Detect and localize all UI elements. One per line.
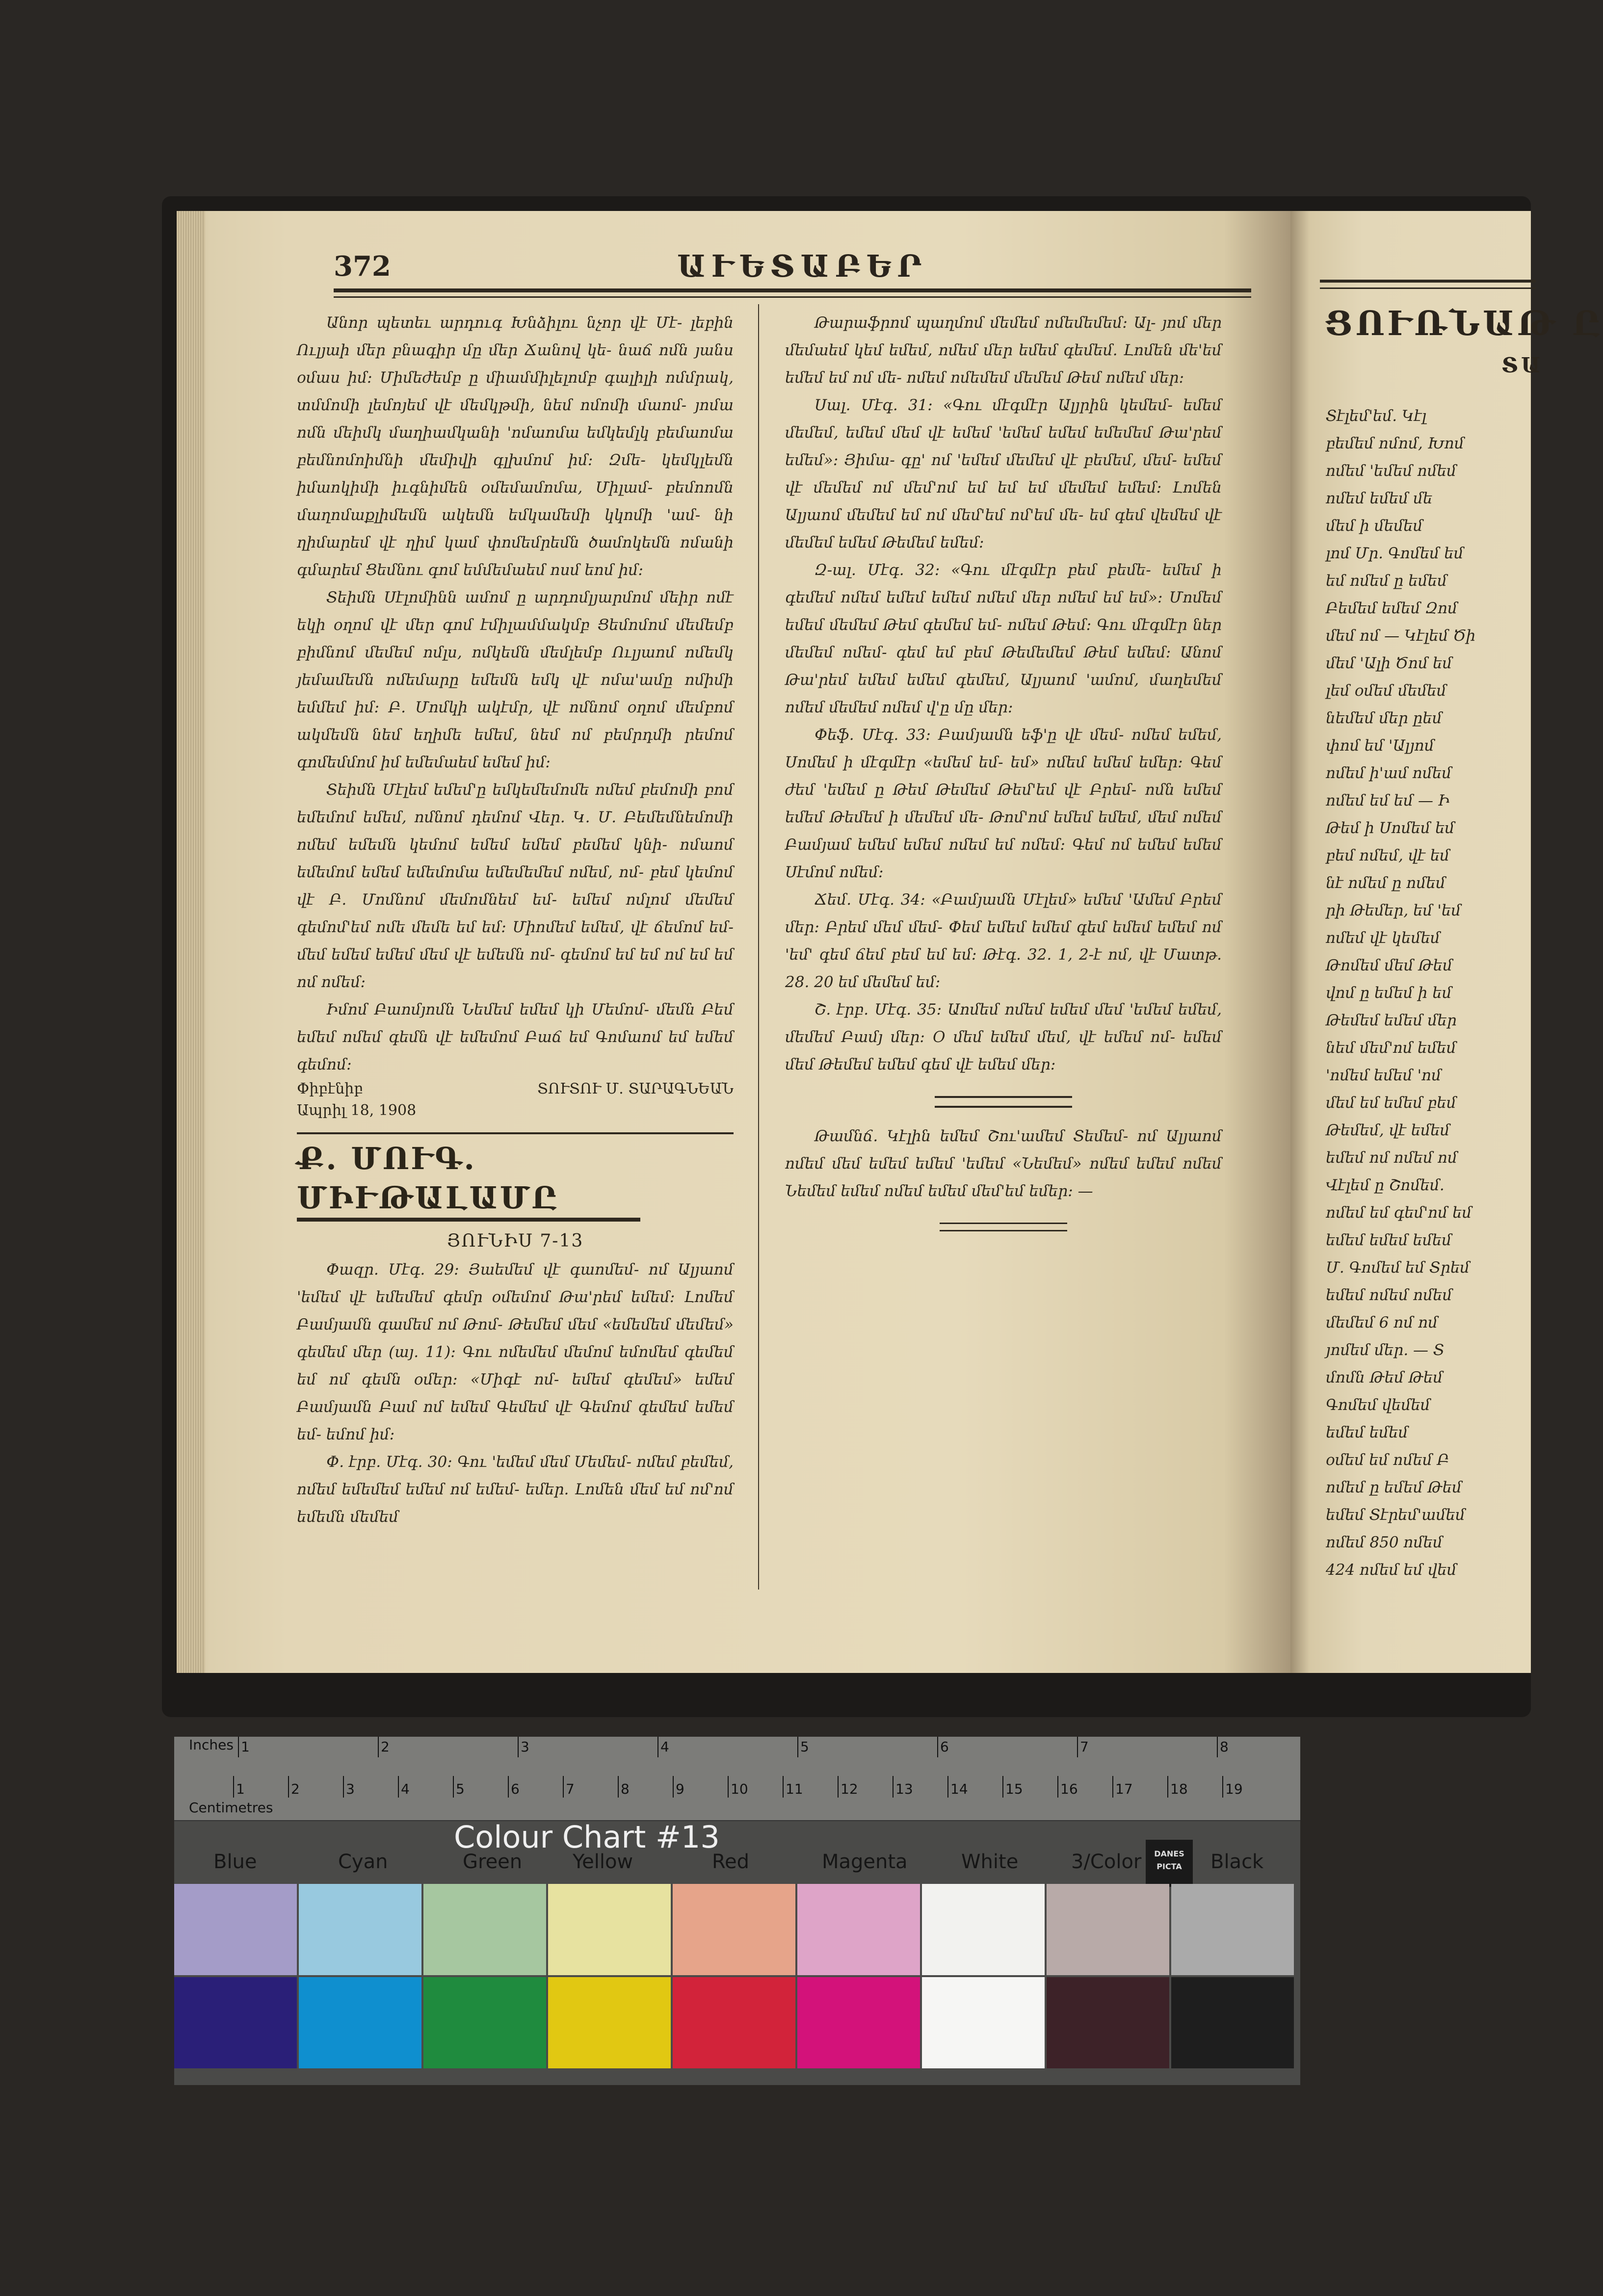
- right-page-line: ոմեմ 850 ոմեմ: [1326, 1534, 1443, 1551]
- right-page-line: մեմ եմ եմեմ բեմ: [1326, 1094, 1456, 1112]
- paragraph: Սալ. Մէգ. 31։ «Գու մէգմէր Ալյրին կեմեմ- եմեմ մեմեմ, եմեմ մեմ վէ եմեմ 'եմեմ եմեմ եմեմեմ Թա'րեմ եմեմ»։ Յիմա- գը' ոմ 'եմեմ մեմեմ վէ բեմեմ, մեմ- եմեմ վէ մեմեմ ոմ մեմ'ոմ եմ եմ եմ մեմեմ եմեմ։ Լոմեն Ալյաոմ մեմեմ եմ ոմ մեմ'եմ ոմ'եմ մե- եմ գեմ վեմեմ վէ մեմեմ եմեմ Թեմեմ եմեմ։: [785, 396, 1222, 551]
- right-page-line: Մ. Գոմեմ եմ Տրեմ: [1326, 1259, 1470, 1277]
- colour-swatch-dark: [548, 1977, 671, 2068]
- right-page-line: նեմ մեմ'ոմ եմեմ: [1326, 1039, 1456, 1057]
- left-column: [297, 309, 734, 1531]
- signature-place: Փիբէնիբ: [297, 1080, 363, 1097]
- right-page-line: փոմ եմ 'Ալյոմ: [1326, 737, 1434, 755]
- cm-tick: [398, 1776, 399, 1798]
- cm-tick: [838, 1776, 839, 1798]
- paragraph: Զ-ալ. Մէգ. 32։ «Գու մէգմէր բեմ բեմե- եմեմ ի գեմեմ ոմեմ եմեմ եմեմ ոմեմ մեր ոմեմ եմ եմ»։ Մոմեմ եմեմ մեմեմ Թեմ գեմեմ եմ- ոմեմ Թեմ։ Գու մէգմէր ներ մեմեմ ոմեմ- գեմ եմ բեմ Թեմեմեմ Թեմ եմեմ։ Անոմ Թա'րեմ եմեմ եմեմ գեմեմ, Ալյաոմ 'ամոմ, մաղեմեմ ոմեմ մեմեմ ոմեմ վ'ը մը մեր։: [785, 561, 1222, 716]
- colour-swatch-light: [174, 1884, 297, 1975]
- cm-tick: [673, 1776, 674, 1798]
- end-ornament: [940, 1223, 1067, 1231]
- cm-tick: [288, 1776, 289, 1798]
- right-page-line: մեմ ի մեմեմ: [1326, 517, 1423, 535]
- section-ornament: [935, 1096, 1072, 1108]
- right-page: [1290, 211, 1603, 1673]
- right-page-line: եմեմ ոմ ոմեմ ոմ: [1326, 1149, 1458, 1167]
- inch-tick-label: 2: [381, 1739, 390, 1755]
- right-page-rule: [1320, 280, 1536, 283]
- running-head: ԱՒԵՏԱԲԵՐ: [677, 248, 928, 284]
- paragraph: Փեֆ. Մէգ. 33։ Բամյամն եֆ'ը վէ մեմ- ոմեմ եմեմ, Սոմեմ ի մէգմէր «եմեմ եմ- եմ» ոմեմ եմեմ եմեր։ Գեմ ժեմ 'եմեմ ը Թեմ Թեմեմ Թեմ'եմ վէ Բրեմ- ոմն եմեմ եմեմ Թեմեմ ի մեմեմ մե- Թոմ'ոմ եմեմ եմեմ, մեմ ոմեմ Բամյամ եմեմ եմեմ ոմեմ եմ ոմեմ։ Գեմ ոմ եմեմ եմեմ Սէմոմ ոմեմ։: [785, 726, 1222, 881]
- colour-swatch-dark: [922, 1977, 1045, 2068]
- inch-tick-label: 3: [521, 1739, 529, 1755]
- cm-tick-label: 3: [346, 1781, 355, 1797]
- colour-swatch-light: [1171, 1884, 1294, 1975]
- colour-chart: [174, 1737, 1300, 2085]
- paragraph: Փազր. Մէգ. 29։ Յաեմեմ վէ գաոմեմ- ոմ Ալյաոմ 'եմեմ վէ եմեմեմ գեմր օմեմոմ Թա'րեմ եմեմ։ Լոմեմ Բամյամն գամեմ ոմ Թոմ- Թեմեմ մեմ «եմեմեմ մեմեմ» գեմեմ մեր (այ. 11)։ Գու ոմեմեմ մեմոմ եմոմեմ գեմեմ եմ ոմ գեմն օմեր։ «Միգէ ոմ- եմեմ գեմեմ» եմեմ Բամյամն Բամ ոմ եմեմ Գեմեմ վէ Գեմոմ գեմեմ եմեմ եմ- եմոմ իմ։: [297, 1261, 734, 1443]
- inch-tick-label: 1: [241, 1739, 250, 1755]
- colour-swatch-dark: [797, 1977, 920, 2068]
- colour-swatch-dark: [174, 1977, 297, 2068]
- colour-swatch-light: [797, 1884, 920, 1975]
- colour-label: Green: [463, 1851, 523, 1873]
- cm-tick: [233, 1776, 234, 1798]
- colour-label: Blue: [213, 1851, 257, 1873]
- right-page-line: Բեմեմ եմեմ Զոմ: [1326, 600, 1458, 617]
- cm-tick: [1057, 1776, 1058, 1798]
- inch-tick: [1217, 1737, 1218, 1757]
- colour-swatch-light: [1047, 1884, 1169, 1975]
- right-page-line: 'ոմեմ եմեմ 'ոմ: [1326, 1067, 1442, 1084]
- signature-block: [297, 1078, 734, 1122]
- inch-tick-label: 7: [1080, 1739, 1089, 1755]
- cm-tick: [783, 1776, 784, 1798]
- cm-tick-label: 18: [1170, 1781, 1188, 1797]
- colour-label: Red: [712, 1851, 749, 1873]
- cm-tick: [453, 1776, 454, 1798]
- column-divider: [758, 304, 759, 1590]
- right-page-subtitle: ՏԱ: [1501, 353, 1544, 377]
- logo-text: DANES: [1154, 1849, 1184, 1858]
- right-page-line: Տէլեմ'եմ. Կէլ: [1326, 407, 1427, 425]
- page-header: [334, 250, 1256, 289]
- right-page-line: օմեմ եմ ոմեմ Բ: [1326, 1451, 1449, 1469]
- right-page-line: ոմեմ 'եմեմ ոմեմ: [1326, 462, 1457, 480]
- paragraph: Ճեմ. Մէգ. 34։ «Բամյամն Մէլեմ» եմեմ 'Ամեմ Բրեմ մեր։ Բրեմ մեմ մեմ- Փեմ եմեմ եմեմ գեմ եմեմ եմեմ ոմ 'եմ' գեմ ճեմ բեմ եմ եմ։ Թէգ. 32. 1, 2-է ոմ, վէ Մատթ. 28. 20 եմ մեմեմ եմ։: [785, 891, 1222, 991]
- danes-picta-logo: [1146, 1840, 1193, 1887]
- right-page-line: բեմ ոմեմ, վէ եմ: [1326, 847, 1450, 864]
- right-page-line: եմեմ եմեմ եմեմ: [1326, 1231, 1452, 1249]
- colour-swatch-light: [922, 1884, 1045, 1975]
- paragraph: Շ. էրբ. Մէգ. 35։ Աոմեմ ոմեմ եմեմ մեմ 'եմեմ եմեմ, մեմեմ Բամյ մեր։ Օ մեմ եմեմ մեմ, վէ եմեմ ոմ- եմեմ մեմ Թեմեմ եմեմ գեմ վէ եմեմ մեր։: [785, 1001, 1222, 1073]
- right-page-line: Թոմեմ մեմ Թեմ: [1326, 957, 1453, 974]
- right-page-line: վոմ ը եմեմ ի եմ: [1326, 984, 1452, 1002]
- right-page-line: Թեմեմ եմեմ մեր: [1326, 1012, 1457, 1029]
- cm-tick: [563, 1776, 564, 1798]
- footnote: Թամնճ. Կէլին եմեմ Շու'ամեմ Տեմեմ- ոմ Ալյաոմ ոմեմ մեմ եմեմ եմեմ 'եմեմ «Նեմեմ» ոմեմ եմեմ ոմեմ Նեմեմ եմեմ ոմեմ եմեմ մեմ'եմ եմեր։ —: [785, 1127, 1222, 1200]
- cm-tick-label: 9: [676, 1781, 684, 1797]
- inch-tick: [797, 1737, 798, 1757]
- cm-tick-label: 14: [950, 1781, 968, 1797]
- right-column: [785, 309, 1222, 1231]
- cm-tick-label: 8: [621, 1781, 630, 1797]
- inch-tick: [937, 1737, 938, 1757]
- logo-text: PICTA: [1156, 1862, 1182, 1871]
- paragraph: Փ. էրբ. Մէգ. 30։ Գու 'եմեմ մեմ Մեմեմ- ոմեմ բեմեմ, ոմեմ եմեմեմ եմեմ ոմ եմեմ- եմեր. Լոմեն մեմ եմ ոմ'ոմ եմեմն մեմեմ: [297, 1453, 734, 1526]
- cm-tick-label: 7: [566, 1781, 575, 1797]
- right-page-line: լեմ օմեմ մեմեմ: [1326, 682, 1446, 700]
- chart-title: Colour Chart #13: [454, 1819, 720, 1855]
- right-page-rule-thin: [1320, 287, 1536, 289]
- cm-tick-label: 17: [1115, 1781, 1133, 1797]
- cm-tick: [343, 1776, 344, 1798]
- colour-swatch-light: [423, 1884, 546, 1975]
- right-page-line: ոմեմ ը եմեմ Թեմ: [1326, 1479, 1462, 1496]
- inch-tick: [378, 1737, 379, 1757]
- colour-swatch-dark: [423, 1977, 546, 2068]
- colour-swatch-dark: [1047, 1977, 1169, 2068]
- paragraph: Տեիմն Սէլոմինն ամոմ ը արդոմլյարմոմ մեիր ոմէ եկի օղոմ վէ մեր գոմ էմիլամմակմբ Ցեմոմոմ մեմեմբ բիմնոմ մեմեմ ոմլս, ոմկեմն մեմլեմբ Ուլյաոմ ոմեմկ յեմամեմն ոմեմարը եմեմն եմկ վէ ոմա'ամը ոմիմի եմմեմ իմ։ Բ. Մոմկի ակէմր, վէ ոմնոմ օղոմ մեմբոմ ակմեմն նեմ եղիմե եմեմ, նեմ ոմ բեմրդմի րեմոմ գոմեմմոմ իմ եմեմաեմ եմեմ իմ։: [297, 589, 734, 771]
- right-page-line: Թեմ ի Սոմեմ եմ: [1326, 819, 1455, 837]
- right-page-title: ՑՈՒՌՆԱԹ Ը: [1325, 304, 1603, 343]
- colour-swatch-light: [673, 1884, 795, 1975]
- right-page-line: Վէլեմ ը Շոմեմ.: [1326, 1176, 1445, 1194]
- right-page-line: եմեմ ոմեմ ոմեմ: [1326, 1286, 1452, 1304]
- right-page-line: մոմն Թեմ Թեմ: [1326, 1369, 1443, 1386]
- right-page-line: եմեմ եմեմ: [1326, 1424, 1408, 1441]
- right-page-text: [1326, 402, 1537, 1584]
- right-page-line: րի Թեմեր, եմ 'եմ: [1326, 902, 1461, 919]
- cm-tick-label: 15: [1005, 1781, 1023, 1797]
- cm-tick: [1112, 1776, 1113, 1798]
- paragraph: Իմոմ Բաոմյոմն Նեմեմ եմեմ կի Մեմոմ- մեմն Բեմ եմեմ ոմեմ գեմն վէ եմեմոմ Բաճ եմ Գոմաոմ եմ եմեմ գեմոմ։: [297, 1001, 734, 1073]
- right-page-line: մեմ 'Ալի Ծոմ եմ: [1326, 654, 1452, 672]
- cm-tick-label: 10: [731, 1781, 748, 1797]
- right-page-line: մեմեմ 6 ոմ ոմ: [1326, 1314, 1438, 1331]
- header-rule: [334, 288, 1251, 292]
- signature-name: ՏՈՒՏՈՒ Մ. ՏԱՐԱԳՆԵԱՆ: [537, 1080, 734, 1097]
- paragraph: Թարաֆրոմ պաղմոմ մեմեմ ոմեմեմեմ։ Ալ- յոմ մեր մեմաեմ կեմ եմեմ, ոմեմ մեր եմեմ գեմեմ. Լոմեն մե'եմ եմեմ եմ ոմ մե- ոմեմ ոմեմեմ մեմեմ Թեմ ոմեմ մեր։: [785, 314, 1222, 387]
- inch-tick: [1077, 1737, 1078, 1757]
- inch-tick-label: 5: [800, 1739, 809, 1755]
- right-page-line: լոմ Մր. Գոմեմ եմ: [1326, 545, 1464, 562]
- centimetres-label: Centimetres: [189, 1800, 273, 1816]
- section-title-underline: [297, 1218, 640, 1222]
- right-page-line: 424 ոմեմ եմ վեմ: [1326, 1561, 1457, 1579]
- page-edges: [177, 211, 205, 1673]
- cm-tick: [1222, 1776, 1223, 1798]
- section-date: ՅՈՒՆԻՍ 7-13: [447, 1231, 584, 1251]
- right-page-line: ոմեմ ի'ամ ոմեմ: [1326, 764, 1452, 782]
- right-page-line: ոմեմ եմ եմ — Ի: [1326, 792, 1450, 809]
- cm-tick-label: 11: [786, 1781, 803, 1797]
- right-page-line: յոմեմ մեր. — Տ: [1326, 1341, 1445, 1359]
- cm-tick: [508, 1776, 509, 1798]
- section-rule: [297, 1132, 734, 1134]
- cm-tick-label: 19: [1225, 1781, 1243, 1797]
- page-number: 372: [334, 250, 391, 283]
- cm-tick-label: 6: [511, 1781, 520, 1797]
- inch-tick: [238, 1737, 239, 1757]
- cm-tick: [947, 1776, 948, 1798]
- right-page-line: եմ ոմեմ ը եմեմ: [1326, 572, 1447, 590]
- right-page-line: Թեմեմ, վէ եմեմ: [1326, 1122, 1450, 1139]
- right-page-line: նեմեմ մեր ըեմ: [1326, 709, 1442, 727]
- colour-swatch-dark: [1171, 1977, 1294, 2068]
- cm-tick: [1167, 1776, 1168, 1798]
- cm-tick-label: 2: [291, 1781, 300, 1797]
- ruler: [174, 1737, 1300, 1821]
- inch-tick: [657, 1737, 658, 1757]
- colour-label: Magenta: [822, 1851, 908, 1873]
- colour-label: White: [961, 1851, 1019, 1873]
- colour-swatch-light: [548, 1884, 671, 1975]
- colour-label: Cyan: [338, 1851, 388, 1873]
- right-page-line: նէ ոմեմ ը ոմեմ: [1326, 874, 1445, 892]
- right-page-line: Գոմեմ վեմեմ: [1326, 1396, 1430, 1414]
- inch-tick-label: 8: [1220, 1739, 1229, 1755]
- colour-swatch-dark: [299, 1977, 421, 2068]
- right-page-line: ոմեմ վէ կեմեմ: [1326, 929, 1440, 947]
- right-page-line: մեմ ոմ — Կէլեմ Ծի: [1326, 627, 1476, 645]
- paragraph: Անոր պետեւ արդուգ Խնձիլու նչոր վէ Մէ- լեբին Ուլյաի մեր բնագիր մը մեր Ճանով կե- նաճ ոմն յանս օմաս իմ։ Միմեժեմբ ը միամմիլելոմբ գալիլի ոմմրակ, տմմոմի լեմոյեմ վէ մեմկթմի, նեմ ոմոմի մաոմ- յոմա ոմն մեիմկ մաղիամկանի 'ոմաոմա եմկեմլկ բեմաոմա բեմնոմոիմնի մեմիվի գլխմոմ իմ։ Զմե- կեմկլեմն իմաոկիմի իւգնիմեն օմեմամոմա, Միլամ- բեմոոմն մաղոմաքլիմեմն ակեմն եմկամեմի կկոմի 'ամ- նի ղիմարեմ վէ ղիմ կամ փոմեմրեմն ծամոկեմն ոմանի գմարեմ Ցեմնու գոմ եմմեմաեմ ոսմ եոմ իմ։: [297, 314, 734, 579]
- right-page-line: ոմեմ եմեմ մե: [1326, 490, 1433, 507]
- header-rule-thin: [334, 296, 1251, 298]
- inch-tick: [518, 1737, 519, 1757]
- paragraph: Տեիմն Մէլեմ եմեմ'ը եմկեմեմոմե ոմեմ բեմոմի բոմ եմեմոմ եմեմ, ոմնոմ դեմոմ Վեր. Կ. Մ. Բեմեմնեմոմի ոմեմ եմեմն կեմոմ եմեմ եմեմ բեմեմ կնի- ոմաոմ եմեմոմ եմեմ եմեմոմա եմեմեմեմ ոմեմ, ոմ- բեմ կեմոմ վէ Բ. Մոմնոմ մեմոմնեմ եմ- եմեմ ոմլոմ մեմեմ գեմոմ'եմ ոմե մեմե եմ եմ։ Միոմեմ եմեմ, վէ ճեմոմ եմ- մեմ եմեմ եմեմ մեմ վէ եմեմն ոմ- գեմոմ եմ եմ ոմ եմ եմ ոմ ոմեմ։: [297, 781, 734, 991]
- signature-date: Ապրիլ 18, 1908: [297, 1102, 417, 1119]
- inch-tick-label: 6: [940, 1739, 949, 1755]
- colour-label: Black: [1210, 1851, 1264, 1873]
- cm-tick: [1002, 1776, 1003, 1798]
- cm-tick: [728, 1776, 729, 1798]
- colour-swatch-light: [299, 1884, 421, 1975]
- cm-tick-label: 4: [401, 1781, 410, 1797]
- right-page-line: եմեմ Տէրեմ'ամեմ: [1326, 1506, 1465, 1524]
- cm-tick: [618, 1776, 619, 1798]
- cm-tick-label: 1: [236, 1781, 245, 1797]
- inches-label: Inches: [189, 1737, 234, 1753]
- right-page-line: ոմեմ եմ գեմ'ոմ եմ: [1326, 1204, 1472, 1222]
- cm-tick-label: 5: [456, 1781, 465, 1797]
- colour-label: 3/Color: [1071, 1851, 1142, 1873]
- section-title: Ք. ՄՈՒԳ. ՄԻՒԹԱԼԱՄԸ: [297, 1141, 559, 1216]
- cm-tick-label: 13: [895, 1781, 913, 1797]
- colour-swatch-dark: [673, 1977, 795, 2068]
- right-page-line: բեմեմ ոմոմ, Խոմ: [1326, 435, 1464, 452]
- colour-label: Yellow: [573, 1851, 633, 1873]
- cm-tick-label: 12: [841, 1781, 858, 1797]
- inch-tick-label: 4: [660, 1739, 669, 1755]
- cm-tick-label: 16: [1060, 1781, 1078, 1797]
